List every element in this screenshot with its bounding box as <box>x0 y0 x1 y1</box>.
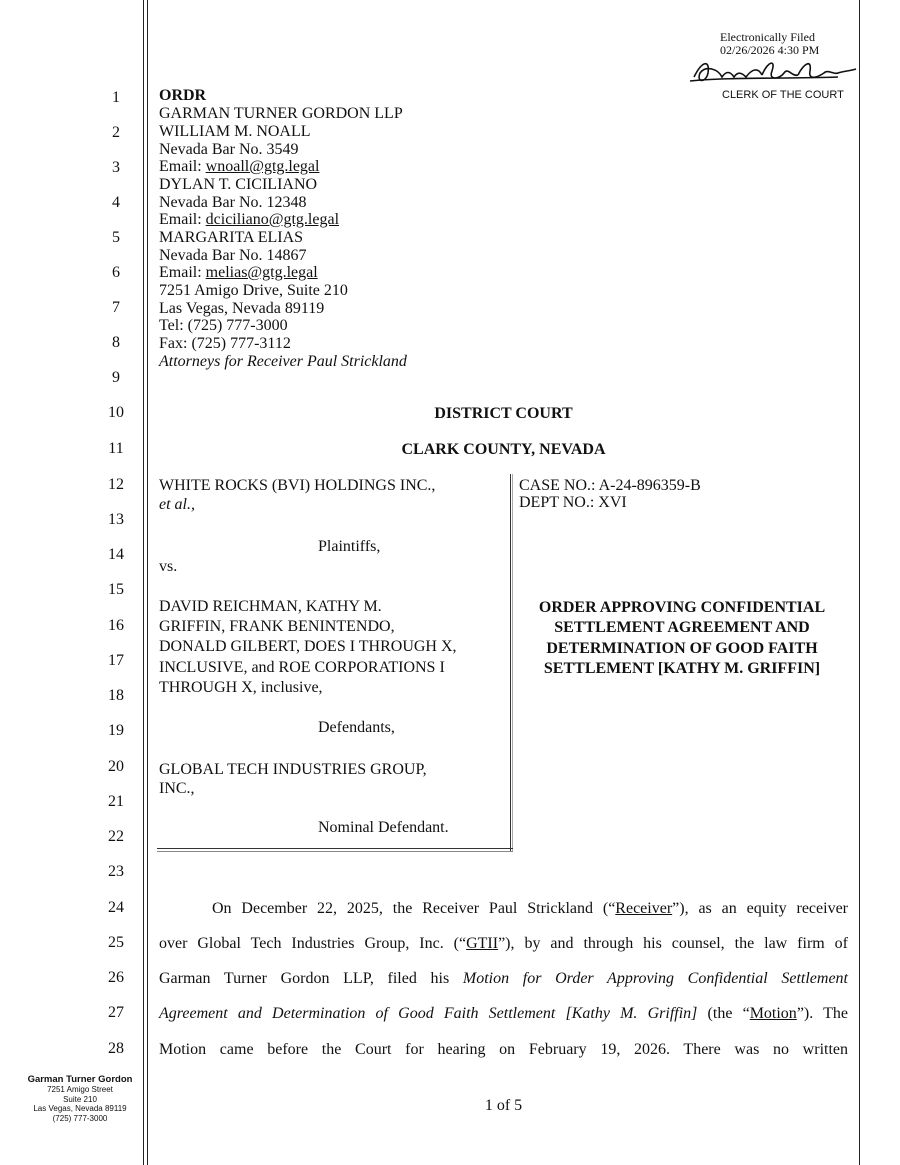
attorney-name: WILLIAM M. NOALL <box>159 123 311 140</box>
bar-number: Nevada Bar No. 3549 <box>159 141 299 158</box>
bar-number: Nevada Bar No. 12348 <box>159 194 307 211</box>
caption-divider <box>510 474 511 852</box>
line-number: 2 <box>112 124 120 141</box>
address-city: Las Vegas, Nevada 89119 <box>159 300 325 317</box>
defendants-label: Defendants, <box>318 719 395 736</box>
email-link[interactable]: dciciliano@gtg.legal <box>205 211 340 228</box>
email-line <box>159 211 339 229</box>
order-title-line: SETTLEMENT AGREEMENT AND <box>554 619 810 636</box>
case-number-value: A-24-896359-B <box>598 477 701 494</box>
department-number <box>519 494 627 512</box>
line-number: 7 <box>112 299 120 316</box>
firm-footer-city: Las Vegas, Nevada 89119 <box>33 1104 127 1113</box>
attorneys-for: Attorneys for Receiver Paul Strickland <box>159 353 407 370</box>
defendants-line: THROUGH X, inclusive, <box>159 679 323 696</box>
line-number: 9 <box>112 369 120 386</box>
line-number: 16 <box>108 617 124 634</box>
body-line: Agreement and Determination of Good Faith Settlement [Kathy M. Griffin] (the “Motion”). The <box>159 1005 848 1022</box>
left-margin-rule-2 <box>147 0 148 1165</box>
line-number: 21 <box>108 793 124 810</box>
email-link[interactable]: wnoall@gtg.legal <box>205 158 320 175</box>
case-number-label: CASE NO.: <box>519 477 596 494</box>
clerk-of-court-label: CLERK OF THE COURT <box>722 89 844 101</box>
email-link[interactable]: melias@gtg.legal <box>205 264 318 281</box>
line-number: 6 <box>112 264 120 281</box>
caption-bottom-rule-shadow <box>157 851 513 852</box>
line-number: 19 <box>108 722 124 739</box>
order-title-line: SETTLEMENT [KATHY M. GRIFFIN] <box>543 660 821 677</box>
firm-name: GARMAN TURNER GORDON LLP <box>159 105 403 122</box>
attorney-name: MARGARITA ELIAS <box>159 229 304 246</box>
defined-term-motion: Motion <box>749 1005 797 1022</box>
nominal-defendant-label: Nominal Defendant. <box>318 819 449 836</box>
email-line <box>159 264 318 282</box>
order-title-line: DETERMINATION OF GOOD FAITH <box>546 640 818 657</box>
versus: vs. <box>159 558 178 575</box>
line-number: 24 <box>108 899 124 916</box>
line-number: 17 <box>108 652 124 669</box>
email-label: Email: <box>159 211 202 228</box>
email-line <box>159 158 319 176</box>
firm-footer-suite: Suite 210 <box>63 1094 97 1104</box>
department-label: DEPT NO.: <box>519 494 595 511</box>
line-number: 12 <box>108 476 124 493</box>
body-line: Motion came before the Court for hearing on February 19, 2026. There was no written <box>159 1041 848 1058</box>
body-line: over Global Tech Industries Group, Inc. (“GTII”), by and through his counsel, the law firm of <box>159 935 849 952</box>
line-number: 20 <box>108 758 124 775</box>
line-number: 15 <box>108 581 124 598</box>
firm-footer-street: 7251 Amigo Street <box>47 1085 113 1094</box>
line-number: 13 <box>108 511 124 528</box>
fax: Fax: (725) 777-3112 <box>159 335 291 352</box>
case-number <box>519 477 701 495</box>
court-name: DISTRICT COURT <box>434 405 573 422</box>
right-margin-rule <box>859 0 860 1165</box>
left-margin-rule <box>143 0 144 1165</box>
line-number: 5 <box>112 229 120 246</box>
email-label: Email: <box>159 158 202 175</box>
firm-footer-phone: (725) 777-3000 <box>52 1113 108 1123</box>
plaintiff-name: WHITE ROCKS (BVI) HOLDINGS INC., <box>159 477 436 494</box>
caption-bottom-rule <box>157 848 513 849</box>
defendants-line: GRIFFIN, FRANK BENINTENDO, <box>159 618 395 635</box>
body-line: Garman Turner Gordon LLP, filed his Motion for Order Approving Confidential Settlement <box>159 970 849 987</box>
line-number: 28 <box>108 1040 124 1057</box>
line-number: 11 <box>108 440 124 457</box>
line-number: 25 <box>108 934 124 951</box>
filing-stamp-line1: Electronically Filed <box>720 30 815 44</box>
defined-term-gtii: GTII <box>466 935 499 952</box>
order-title-line: ORDER APPROVING CONFIDENTIAL <box>538 599 826 616</box>
page-number: 1 of 5 <box>484 1097 523 1114</box>
motion-title: Agreement and Determination of Good Faith Settlement [Kathy M. Griffin] <box>159 1005 698 1022</box>
defendants-line: DONALD GILBERT, DOES I THROUGH X, <box>159 638 457 655</box>
line-number: 10 <box>108 404 124 421</box>
document-code: ORDR <box>159 87 207 104</box>
nominal-defendant-name: GLOBAL TECH INDUSTRIES GROUP, <box>159 761 427 778</box>
court-county: CLARK COUNTY, NEVADA <box>401 441 606 458</box>
attorney-name: DYLAN T. CICILIANO <box>159 176 318 193</box>
defendants-line: INCLUSIVE, and ROE CORPORATIONS I <box>159 659 445 676</box>
line-number: 22 <box>108 828 124 845</box>
line-number: 8 <box>112 334 120 351</box>
body-line: On December 22, 2025, the Receiver Paul Strickland (“Receiver”), as an equity receiver <box>212 900 848 917</box>
defined-term-receiver: Receiver <box>615 900 673 917</box>
line-number: 3 <box>112 159 120 176</box>
line-number: 4 <box>112 194 120 211</box>
plaintiff-et-al: et al., <box>159 496 195 513</box>
telephone: Tel: (725) 777-3000 <box>159 317 288 334</box>
clerk-signature <box>688 55 858 89</box>
line-number: 18 <box>108 687 124 704</box>
firm-footer-name: Garman Turner Gordon <box>27 1074 133 1085</box>
motion-title: Motion for Order Approving Confidential Settlement <box>462 970 849 987</box>
filing-stamp-date: 02/26/2026 4:30 PM <box>720 43 820 57</box>
caption-divider-shadow <box>512 474 513 852</box>
address-street: 7251 Amigo Drive, Suite 210 <box>159 282 348 299</box>
line-number: 23 <box>108 863 124 880</box>
department-value: XVI <box>598 494 627 511</box>
bar-number: Nevada Bar No. 14867 <box>159 247 307 264</box>
firm-footer <box>18 1074 142 1123</box>
nominal-defendant-name-2: INC., <box>159 780 195 797</box>
email-label: Email: <box>159 264 202 281</box>
line-number: 1 <box>112 89 120 106</box>
defendants-line: DAVID REICHMAN, KATHY M. <box>159 598 382 615</box>
line-number: 26 <box>108 969 124 986</box>
line-number: 14 <box>108 546 124 563</box>
line-number: 27 <box>108 1004 124 1021</box>
plaintiffs-label: Plaintiffs, <box>318 538 381 555</box>
